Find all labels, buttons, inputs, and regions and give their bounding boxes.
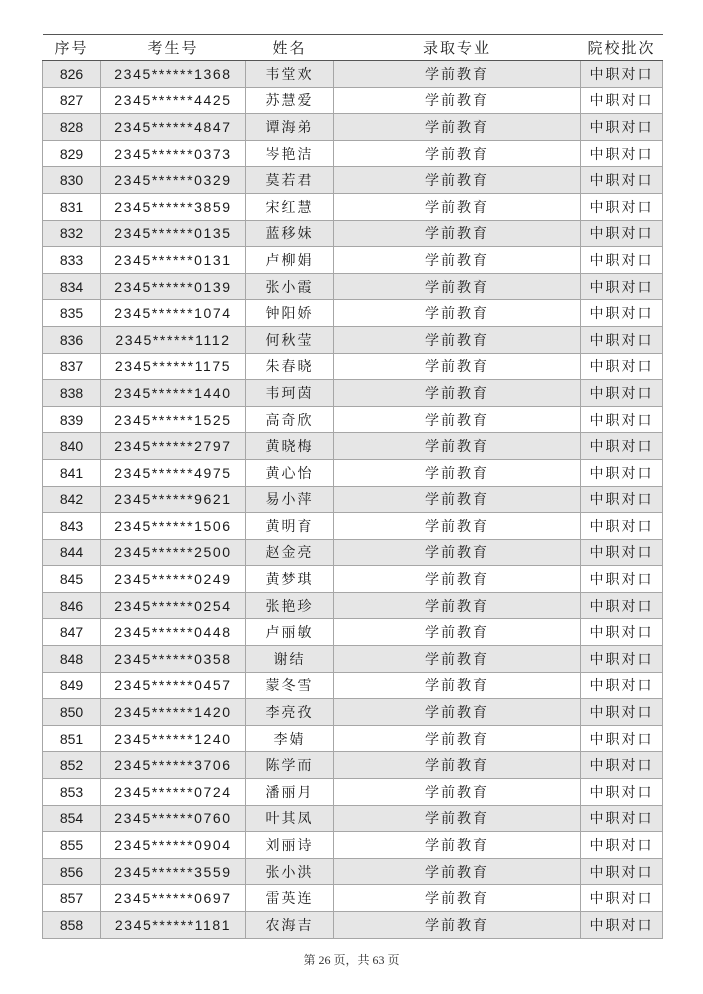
header-major: 录取专业 [334, 35, 581, 61]
cell-candidate-id: 2345******1175 [101, 353, 246, 380]
cell-serial-number: 829 [43, 140, 101, 167]
cell-batch: 中职对口 [581, 619, 663, 646]
cell-batch: 中职对口 [581, 273, 663, 300]
cell-major: 学前教育 [334, 87, 581, 114]
cell-major: 学前教育 [334, 779, 581, 806]
cell-name: 易小萍 [246, 486, 334, 513]
cell-serial-number: 849 [43, 672, 101, 699]
table-row [43, 326, 663, 353]
cell-name: 陈学而 [246, 752, 334, 779]
cell-name: 赵金亮 [246, 539, 334, 566]
cell-major: 学前教育 [334, 832, 581, 859]
cell-serial-number: 836 [43, 326, 101, 353]
table-row [43, 433, 663, 460]
cell-major: 学前教育 [334, 539, 581, 566]
cell-batch: 中职对口 [581, 193, 663, 220]
table-row [43, 885, 663, 912]
cell-candidate-id: 2345******2500 [101, 539, 246, 566]
cell-candidate-id: 2345******3859 [101, 193, 246, 220]
page-footer: 第 26 页，共 63 页 [303, 953, 400, 967]
cell-major: 学前教育 [334, 406, 581, 433]
cell-serial-number: 854 [43, 805, 101, 832]
cell-serial-number: 853 [43, 779, 101, 806]
cell-serial-number: 833 [43, 247, 101, 274]
cell-name: 朱春晓 [246, 353, 334, 380]
table-row [43, 699, 663, 726]
cell-serial-number: 858 [43, 912, 101, 939]
cell-major: 学前教育 [334, 193, 581, 220]
cell-candidate-id: 2345******3706 [101, 752, 246, 779]
cell-candidate-id: 2345******1112 [101, 326, 246, 353]
table-row [43, 273, 663, 300]
cell-batch: 中职对口 [581, 61, 663, 88]
cell-major: 学前教育 [334, 220, 581, 247]
cell-major: 学前教育 [334, 752, 581, 779]
table-row [43, 459, 663, 486]
cell-serial-number: 830 [43, 167, 101, 194]
header-candidate-id: 考生号 [101, 35, 246, 61]
cell-major: 学前教育 [334, 885, 581, 912]
cell-batch: 中职对口 [581, 220, 663, 247]
cell-serial-number: 841 [43, 459, 101, 486]
cell-major: 学前教育 [334, 725, 581, 752]
cell-name: 农海吉 [246, 912, 334, 939]
table-header [43, 35, 663, 61]
table-row [43, 832, 663, 859]
cell-serial-number: 848 [43, 646, 101, 673]
table-row [43, 619, 663, 646]
cell-batch: 中职对口 [581, 300, 663, 327]
cell-batch: 中职对口 [581, 752, 663, 779]
cell-candidate-id: 2345******0254 [101, 592, 246, 619]
table-row [43, 858, 663, 885]
cell-serial-number: 844 [43, 539, 101, 566]
cell-name: 苏慧爱 [246, 87, 334, 114]
cell-name: 潘丽月 [246, 779, 334, 806]
cell-candidate-id: 2345******0457 [101, 672, 246, 699]
cell-candidate-id: 2345******0358 [101, 646, 246, 673]
cell-candidate-id: 2345******1240 [101, 725, 246, 752]
cell-name: 黄梦琪 [246, 566, 334, 593]
cell-name: 李婧 [246, 725, 334, 752]
cell-batch: 中职对口 [581, 912, 663, 939]
cell-batch: 中职对口 [581, 353, 663, 380]
cell-candidate-id: 2345******0135 [101, 220, 246, 247]
cell-name: 宋红慧 [246, 193, 334, 220]
cell-major: 学前教育 [334, 912, 581, 939]
cell-major: 学前教育 [334, 380, 581, 407]
cell-name: 谭海弟 [246, 114, 334, 141]
cell-name: 韦堂欢 [246, 61, 334, 88]
cell-batch: 中职对口 [581, 725, 663, 752]
cell-candidate-id: 2345******2797 [101, 433, 246, 460]
table-row [43, 87, 663, 114]
cell-major: 学前教育 [334, 273, 581, 300]
table-row [43, 61, 663, 88]
cell-batch: 中职对口 [581, 858, 663, 885]
cell-batch: 中职对口 [581, 459, 663, 486]
cell-batch: 中职对口 [581, 247, 663, 274]
table-body [43, 61, 663, 939]
cell-candidate-id: 2345******9621 [101, 486, 246, 513]
cell-batch: 中职对口 [581, 87, 663, 114]
cell-candidate-id: 2345******1368 [101, 61, 246, 88]
table-row [43, 672, 663, 699]
table-row [43, 539, 663, 566]
cell-major: 学前教育 [334, 486, 581, 513]
cell-serial-number: 846 [43, 592, 101, 619]
table-row [43, 300, 663, 327]
cell-name: 蓝移妹 [246, 220, 334, 247]
cell-batch: 中职对口 [581, 539, 663, 566]
table-row [43, 725, 663, 752]
cell-serial-number: 837 [43, 353, 101, 380]
admission-table [42, 34, 663, 939]
cell-serial-number: 845 [43, 566, 101, 593]
cell-batch: 中职对口 [581, 380, 663, 407]
table-row [43, 114, 663, 141]
cell-candidate-id: 2345******0131 [101, 247, 246, 274]
cell-name: 黄明育 [246, 513, 334, 540]
cell-serial-number: 839 [43, 406, 101, 433]
cell-major: 学前教育 [334, 672, 581, 699]
cell-batch: 中职对口 [581, 406, 663, 433]
cell-batch: 中职对口 [581, 832, 663, 859]
cell-major: 学前教育 [334, 61, 581, 88]
cell-name: 张小洪 [246, 858, 334, 885]
cell-serial-number: 834 [43, 273, 101, 300]
table-row [43, 406, 663, 433]
table-row [43, 513, 663, 540]
header-name: 姓名 [246, 35, 334, 61]
table-row [43, 193, 663, 220]
cell-candidate-id: 2345******4847 [101, 114, 246, 141]
cell-batch: 中职对口 [581, 326, 663, 353]
cell-candidate-id: 2345******0139 [101, 273, 246, 300]
table-row [43, 566, 663, 593]
cell-name: 叶其凤 [246, 805, 334, 832]
cell-candidate-id: 2345******0760 [101, 805, 246, 832]
cell-major: 学前教育 [334, 300, 581, 327]
cell-major: 学前教育 [334, 513, 581, 540]
cell-serial-number: 828 [43, 114, 101, 141]
cell-name: 何秋莹 [246, 326, 334, 353]
cell-serial-number: 831 [43, 193, 101, 220]
cell-name: 韦珂茵 [246, 380, 334, 407]
table-row [43, 247, 663, 274]
cell-serial-number: 826 [43, 61, 101, 88]
cell-name: 张小霞 [246, 273, 334, 300]
cell-major: 学前教育 [334, 459, 581, 486]
cell-candidate-id: 2345******0329 [101, 167, 246, 194]
cell-batch: 中职对口 [581, 779, 663, 806]
cell-batch: 中职对口 [581, 699, 663, 726]
cell-major: 学前教育 [334, 646, 581, 673]
cell-serial-number: 842 [43, 486, 101, 513]
cell-major: 学前教育 [334, 592, 581, 619]
cell-name: 黄心怡 [246, 459, 334, 486]
cell-batch: 中职对口 [581, 885, 663, 912]
cell-major: 学前教育 [334, 326, 581, 353]
cell-candidate-id: 2345******4425 [101, 87, 246, 114]
cell-serial-number: 840 [43, 433, 101, 460]
cell-candidate-id: 2345******0448 [101, 619, 246, 646]
cell-batch: 中职对口 [581, 140, 663, 167]
header-serial-number: 序号 [43, 35, 101, 61]
cell-serial-number: 843 [43, 513, 101, 540]
cell-name: 钟阳娇 [246, 300, 334, 327]
cell-name: 张艳珍 [246, 592, 334, 619]
cell-candidate-id: 2345******3559 [101, 858, 246, 885]
cell-batch: 中职对口 [581, 114, 663, 141]
cell-batch: 中职对口 [581, 513, 663, 540]
cell-name: 谢结 [246, 646, 334, 673]
cell-batch: 中职对口 [581, 805, 663, 832]
cell-candidate-id: 2345******0904 [101, 832, 246, 859]
cell-serial-number: 835 [43, 300, 101, 327]
cell-major: 学前教育 [334, 247, 581, 274]
cell-candidate-id: 2345******1525 [101, 406, 246, 433]
table-row [43, 912, 663, 939]
cell-major: 学前教育 [334, 167, 581, 194]
cell-major: 学前教育 [334, 699, 581, 726]
cell-name: 刘丽诗 [246, 832, 334, 859]
cell-name: 岑艳洁 [246, 140, 334, 167]
cell-batch: 中职对口 [581, 646, 663, 673]
cell-serial-number: 850 [43, 699, 101, 726]
cell-major: 学前教育 [334, 858, 581, 885]
cell-batch: 中职对口 [581, 486, 663, 513]
table-row [43, 646, 663, 673]
cell-name: 雷英连 [246, 885, 334, 912]
cell-serial-number: 857 [43, 885, 101, 912]
cell-name: 卢丽敏 [246, 619, 334, 646]
cell-name: 蒙冬雪 [246, 672, 334, 699]
cell-serial-number: 838 [43, 380, 101, 407]
cell-major: 学前教育 [334, 353, 581, 380]
cell-serial-number: 856 [43, 858, 101, 885]
cell-candidate-id: 2345******0249 [101, 566, 246, 593]
cell-batch: 中职对口 [581, 672, 663, 699]
table-row [43, 380, 663, 407]
cell-candidate-id: 2345******1440 [101, 380, 246, 407]
cell-name: 高奇欣 [246, 406, 334, 433]
cell-candidate-id: 2345******1181 [101, 912, 246, 939]
table-row [43, 486, 663, 513]
cell-major: 学前教育 [334, 805, 581, 832]
cell-candidate-id: 2345******1420 [101, 699, 246, 726]
cell-serial-number: 852 [43, 752, 101, 779]
table-row [43, 140, 663, 167]
cell-major: 学前教育 [334, 566, 581, 593]
cell-serial-number: 855 [43, 832, 101, 859]
cell-candidate-id: 2345******1506 [101, 513, 246, 540]
cell-serial-number: 832 [43, 220, 101, 247]
cell-name: 卢柳娟 [246, 247, 334, 274]
cell-serial-number: 847 [43, 619, 101, 646]
cell-major: 学前教育 [334, 619, 581, 646]
table-row [43, 167, 663, 194]
cell-major: 学前教育 [334, 140, 581, 167]
cell-name: 黄晓梅 [246, 433, 334, 460]
cell-name: 莫若君 [246, 167, 334, 194]
cell-batch: 中职对口 [581, 592, 663, 619]
cell-batch: 中职对口 [581, 167, 663, 194]
table-row [43, 592, 663, 619]
cell-major: 学前教育 [334, 114, 581, 141]
table-row [43, 805, 663, 832]
cell-major: 学前教育 [334, 433, 581, 460]
table-row [43, 752, 663, 779]
header-batch: 院校批次 [581, 35, 663, 61]
cell-name: 李亮孜 [246, 699, 334, 726]
table-row [43, 353, 663, 380]
cell-candidate-id: 2345******0724 [101, 779, 246, 806]
header-row [43, 35, 663, 61]
cell-candidate-id: 2345******0373 [101, 140, 246, 167]
cell-serial-number: 851 [43, 725, 101, 752]
cell-candidate-id: 2345******0697 [101, 885, 246, 912]
table-row [43, 779, 663, 806]
cell-batch: 中职对口 [581, 433, 663, 460]
cell-candidate-id: 2345******4975 [101, 459, 246, 486]
cell-serial-number: 827 [43, 87, 101, 114]
cell-candidate-id: 2345******1074 [101, 300, 246, 327]
table-row [43, 220, 663, 247]
cell-batch: 中职对口 [581, 566, 663, 593]
